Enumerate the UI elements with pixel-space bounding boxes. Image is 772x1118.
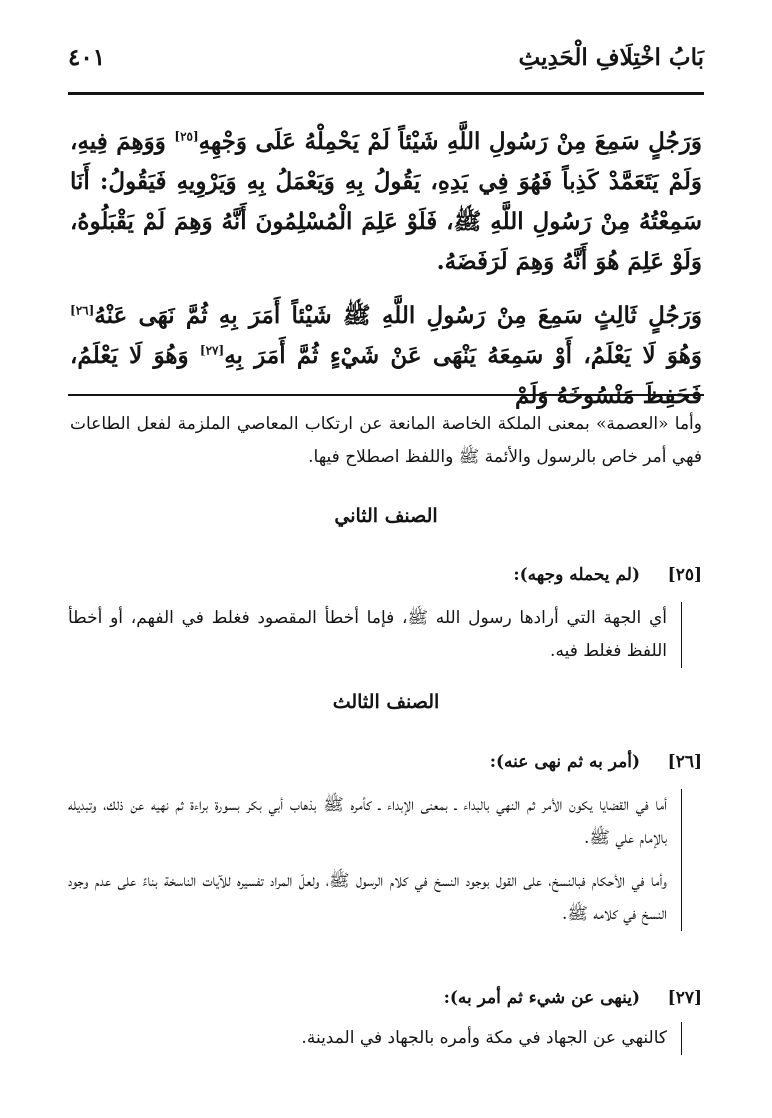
page-header <box>68 44 704 84</box>
section-heading-third: الصنف الثالث <box>332 691 440 713</box>
note-label-26: (أمر به ثم نهى عنه): <box>489 752 640 772</box>
note-body-27 <box>68 1022 682 1055</box>
note-body-25 <box>68 602 682 668</box>
footnote-divider <box>68 394 704 396</box>
note-number-25: [٢٥] <box>667 565 702 585</box>
note-entry-26 <box>70 752 702 772</box>
para1-before: وَرَجُلٍ سَمِعَ مِنْ رَسُولِ اللَّهِ شَيْئاً لَمْ يَحْمِلْهُ عَلَى وَجْهِهِ <box>198 128 702 155</box>
para2-after: وَهُوَ لَا يَعْلَمُ، فَحَفِظَ مَنْسُوخَهُ وَلَمْ <box>70 342 702 409</box>
main-paragraph-1 <box>70 122 702 282</box>
para2-before: وَرَجُلٍ ثَالِثٍ سَمِعَ مِنْ رَسُولِ اللَّهِ ﷺ شَيْئاً أَمَرَ بِهِ ثُمَّ نَهَى عَنْهُ <box>94 302 702 329</box>
page-number: ٤٠١ <box>68 44 106 71</box>
footnote-ref-26: [٢٦] <box>70 303 95 318</box>
note-label-25: (لم يحمله وجهه): <box>513 565 640 585</box>
section-heading-second: الصنف الثاني <box>334 505 438 527</box>
para1-after: وَوَهِمَ فِيهِ، وَلَمْ يَتَعَمَّدْ كَذِباً فَهُوَ فِي يَدِهِ، يَقُولُ بِهِ وَيَعْمَلُ بِهِ وَيَرْوِيهِ فَيَقُولُ: أَنَا سَمِعْتُهُ مِنْ رَسُولِ اللَّهِ ﷺ، فَلَوْ عَلِمَ الْمُسْلِمُونَ أَنَّهُ وَهِمَ لَمْ يَقْبَلُوهُ، وَلَوْ عَلِمَ هُوَ أَنَّهُ وَهِمَ لَرَفَضَهُ. <box>70 128 702 275</box>
main-text <box>70 122 702 430</box>
note-entry-25 <box>70 565 702 585</box>
notes-intro: وأما «العصمة» بمعنى الملكة الخاصة المانعة عن ارتكاب المعاصي الملزمة لفعل الطاعات فهي أمر خاص بالرسول والأئمة ﷺ واللفظ اصطلاح فيها. <box>70 414 702 467</box>
note-text-27: كالنهي عن الجهاد في مكة وأمره بالجهاد في المدينة. <box>301 1028 667 1048</box>
note-label-27: (ينهى عن شيء ثم أمر به): <box>443 988 640 1008</box>
chapter-title: بَابُ اخْتِلَافِ الْحَدِيثِ <box>518 44 704 71</box>
note-number-27: [٢٧] <box>667 988 702 1008</box>
header-divider <box>68 92 704 95</box>
note-number-26: [٢٦] <box>667 752 702 772</box>
footnote-ref-25: [٢٥] <box>174 129 199 144</box>
note-text-26-b: وأما في الأحكام فبالنسخ، على القول بوجود النسخ في كلام الرسول ﷺ، ولعلّ المراد تفسيره للآيات الناسخة بناءً على عدم وجود النسخ في كلامه ﷺ. <box>68 871 667 924</box>
notes-intro-block <box>70 408 702 474</box>
note-text-26-a: أما في القضايا يكون الأمر ثم النهي بالبداء ـ بمعنى الإبداء ـ كأمره ﷺ بذهاب أبي بكر بسورة براءة ثم نهيه عن ذلك، وتبديله بالإمام علي ﷺ. <box>68 795 668 848</box>
para2-middle: وَهُوَ لَا يَعْلَمُ، أَوْ سَمِعَهُ يَنْهَى عَنْ شَيْءٍ ثُمَّ أَمَرَ بِهِ <box>224 342 702 369</box>
note-entry-27 <box>70 988 702 1008</box>
note-text-25: أي الجهة التي أرادها رسول الله ﷺ، فإما أخطأ المقصود فغلط في الفهم، أو أخطأ اللفظ فغلط فيه. <box>68 608 667 661</box>
main-paragraph-2 <box>70 296 702 416</box>
note-body-26 <box>68 789 682 931</box>
footnote-ref-27: [٢٧] <box>199 343 225 358</box>
